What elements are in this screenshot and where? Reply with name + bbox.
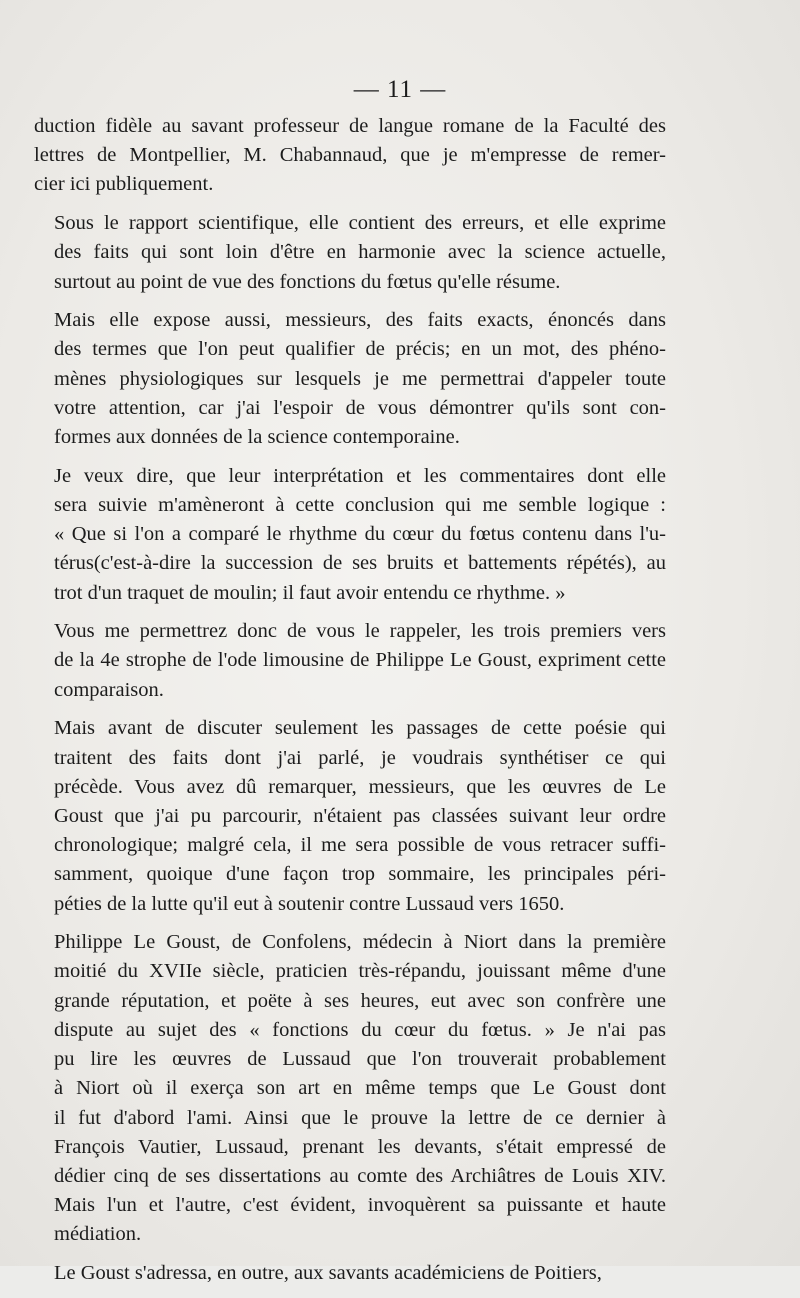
text-line: trot d'un traquet de moulin; il faut avoir entendu ce rhythme. »	[54, 581, 566, 604]
text-line: à Niort où il exerça son art en même temps que Le Goust dont	[54, 1077, 666, 1100]
text-line: péties de la lutte qu'il eut à soutenir contre Lussaud vers 1650.	[54, 892, 565, 915]
paragraph	[34, 462, 666, 608]
text-line: grande réputation, et poëte à ses heures, eut avec son confrère une	[54, 989, 666, 1012]
text-line: chronologique; malgré cela, il me sera possible de vous retracer suffi-	[54, 834, 666, 857]
text-line: Goust que j'ai pu parcourir, n'étaient pas classées suivant leur ordre	[54, 804, 666, 827]
text-line: votre attention, car j'ai l'espoir de vous démontrer qu'ils sont con-	[54, 396, 666, 419]
text-line: de la 4e strophe de l'ode limousine de Philippe Le Goust, expriment cette	[54, 649, 666, 672]
text-line: cier ici publiquement.	[34, 173, 214, 196]
text-line: médiation.	[54, 1223, 142, 1246]
text-line: térus(c'est-à-dire la succession de ses bruits et battements répétés), au	[54, 552, 666, 575]
text-line: samment, quoique d'une façon trop sommaire, les principales péri-	[54, 863, 666, 886]
text-line: il fut d'abord l'ami. Ainsi que le prouve la lettre de ce dernier à	[54, 1106, 666, 1129]
text-line: dispute au sujet des « fonctions du cœur du fœtus. » Je n'ai pas	[54, 1018, 666, 1041]
text-line: comparaison.	[54, 678, 164, 701]
paragraph	[34, 928, 666, 1249]
text-line: dédier cinq de ses dissertations au comte des Archiâtres de Louis XIV.	[54, 1164, 666, 1187]
paragraph	[34, 306, 666, 452]
text-line: Philippe Le Goust, de Confolens, médecin à Niort dans la première	[54, 931, 666, 954]
paragraph	[34, 209, 666, 297]
text-line: François Vautier, Lussaud, prenant les devants, s'était empressé de	[54, 1135, 666, 1158]
text-line: Mais l'un et l'autre, c'est évident, invoquèrent sa puissante et haute	[54, 1194, 666, 1217]
text-line: Mais elle expose aussi, messieurs, des faits exacts, énoncés dans	[54, 309, 666, 332]
paragraph	[34, 1259, 666, 1288]
text-line: Je veux dire, que leur interprétation et les commentaires dont elle	[54, 464, 666, 487]
text-line: Mais avant de discuter seulement les passages de cette poésie qui	[54, 717, 666, 740]
page-number: — 11 —	[353, 76, 447, 103]
text-line: Le Goust s'adressa, en outre, aux savants académiciens de Poitiers,	[54, 1262, 602, 1285]
text-line: Vous me permettrez donc de vous le rappeler, les trois premiers vers	[54, 620, 666, 643]
text-line: Sous le rapport scientifique, elle contient des erreurs, et elle exprime	[54, 212, 666, 235]
text-line: précède. Vous avez dû remarquer, messieurs, que les œuvres de Le	[54, 775, 666, 798]
text-line: surtout au point de vue des fonctions du fœtus qu'elle résume.	[54, 270, 561, 293]
text-line: formes aux données de la science contemporaine.	[54, 426, 460, 449]
text-line: des faits qui sont loin d'être en harmonie avec la science actuelle,	[54, 241, 666, 264]
paragraph	[34, 617, 666, 705]
text-line: mènes physiologiques sur lesquels je me permettrai d'appeler toute	[54, 367, 666, 390]
text-line: duction fidèle au savant professeur de langue romane de la Faculté des	[34, 115, 666, 137]
text-line: moitié du XVIIe siècle, praticien très-répandu, jouissant même d'une	[54, 960, 666, 983]
paragraph	[34, 112, 666, 200]
text-line: traitent des faits dont j'ai parlé, je voudrais synthétiser ce qui	[54, 746, 666, 769]
text-line: pu lire les œuvres de Lussaud que l'on trouverait probablement	[54, 1048, 666, 1071]
body-text	[34, 112, 666, 1298]
text-line: « Que si l'on a comparé le rhythme du cœur du fœtus contenu dans l'u-	[54, 523, 666, 546]
text-line: sera suivie m'amèneront à cette conclusion qui me semble logique :	[54, 493, 666, 516]
text-line: des termes que l'on peut qualifier de précis; en un mot, des phéno-	[54, 338, 666, 361]
paragraph	[34, 714, 666, 918]
text-line: lettres de Montpellier, M. Chabannaud, que je m'empresse de remer-	[34, 144, 666, 167]
